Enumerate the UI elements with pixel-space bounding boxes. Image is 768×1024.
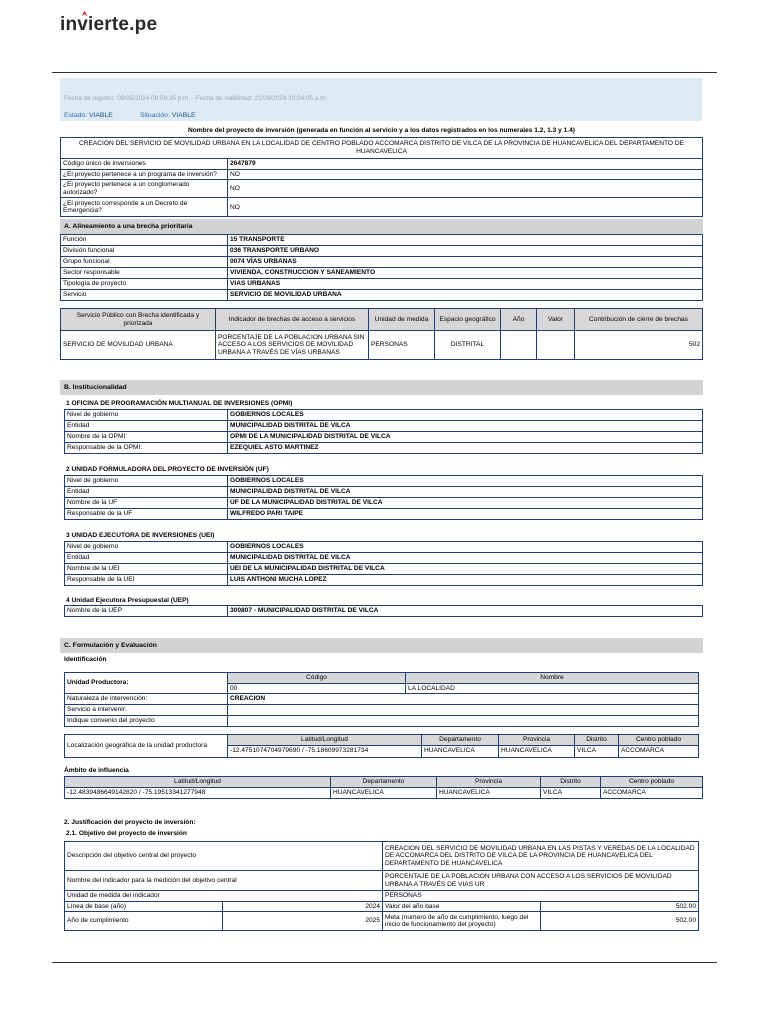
ambito-centro: ACCOMARCA xyxy=(601,787,703,798)
uei-nivel-label: Nivel de gobierno xyxy=(65,542,228,553)
uf-nombre-label: Nombre de la UF xyxy=(65,498,228,509)
sector-label: Sector responsable xyxy=(61,268,228,279)
naturaleza-label: Naturaleza de intervención: xyxy=(65,694,228,705)
ambito-departamento: HUANCAVELICA xyxy=(331,787,437,798)
objetivo-desc-value: CREACION DEL SERVICIO DE MOVILIDAD URBANA EN LAS PISTAS Y VEREDAS DE LA LOCALIDAD DE ACCOMARCA DEL DISTRITO DE VILCA DE LA PROVINCIA DE HUANCAVELICA DEL DEPARTAMENTO DE HUANCAVELICA xyxy=(383,842,699,871)
meta-panel xyxy=(60,78,702,121)
header-divider xyxy=(52,72,717,73)
brecha-header-servicio: Servicio Público con Brecha identificada y priorizada xyxy=(61,309,216,331)
division-value: 036 TRANSPORTE URBANO xyxy=(228,246,703,257)
uei-entidad-value: MUNICIPALIDAD DISTRITAL DE VILCA xyxy=(228,553,703,564)
ambito-provincia: HUANCAVELICA xyxy=(437,787,541,798)
cui-label: Código único de inversiones xyxy=(61,159,228,170)
uei-nombre-value: UEI DE LA MUNICIPALIDAD DISTRITAL DE VILCA xyxy=(228,564,703,575)
opmi-entidad-value: MUNICIPALIDAD DISTRITAL DE VILCA xyxy=(228,421,703,432)
meta-value: 502.00 xyxy=(541,912,699,931)
meta-label: Meta (numero de año de cumplimiento, luego del inicio de funcionamiento del proyecto) xyxy=(383,912,541,931)
conglomerado-label: ¿El proyecto pertenece a un conglomerado autorizado? xyxy=(61,180,228,198)
brecha-anio xyxy=(501,331,537,360)
estado-label: Estado: xyxy=(64,112,88,119)
servicio-intervenir-label: Servicio a intervenir: xyxy=(65,705,228,716)
brecha-table xyxy=(60,308,703,360)
tipologia-value: VIAS URBANAS xyxy=(228,279,703,290)
emergencia-value: NO xyxy=(228,198,703,217)
up-nombre: LA LOCALIDAD xyxy=(406,683,699,694)
loc-latlon: -12.4751074704979690 / -75.18609973281734 xyxy=(228,745,422,757)
ambito-latlon: -12.4839486649142820 / -75.19513341277948 xyxy=(65,787,331,798)
objetivo-table xyxy=(64,841,699,931)
programa-value: NO xyxy=(228,169,703,180)
sector-value: VIVIENDA, CONSTRUCCION Y SANEAMIENTO xyxy=(228,268,703,279)
uf-responsable-label: Responsable de la UF xyxy=(65,509,228,520)
brecha-servicio: SERVICIO DE MOVILIDAD URBANA xyxy=(61,331,216,360)
ambito-header-departamento: Departamento xyxy=(331,777,437,788)
opmi-entidad-label: Entidad xyxy=(65,421,228,432)
linea-base-value: 2024 xyxy=(223,901,383,912)
section-a-table xyxy=(60,234,703,301)
brecha-header-contribucion: Contribución de cierre de brechas xyxy=(575,309,703,331)
project-heading: Nombre del proyecto de inversión (generada en función al servicio y a los datos registrados en los numerales 1.2, 1.3 y 1.4) xyxy=(188,127,575,134)
uf-nivel-label: Nivel de gobierno xyxy=(65,476,228,487)
uf-title: 2 UNIDAD FORMULADORA DEL PROYECTO DE INVERSIÓN (UF) xyxy=(66,466,269,473)
servicio-intervenir-value xyxy=(228,705,699,716)
programa-label: ¿El proyecto pertenece a un programa de inversión? xyxy=(61,169,228,180)
status-estado xyxy=(64,112,113,120)
opmi-nivel-label: Nivel de gobierno xyxy=(65,410,228,421)
registration-dates: Fecha de registro: 08/05/2024 08:59:35 p.m. - Fecha de viabilidad: 21/09/2024 10:04:05 a.m. xyxy=(64,95,328,102)
cui-value: 2647879 xyxy=(228,159,703,170)
loc-centro: ACCOMARCA xyxy=(619,745,699,757)
loc-header-latlon: Latitud/Longitud xyxy=(228,735,422,746)
servicio-label: Servicio xyxy=(61,290,228,301)
section-a-title: A. Alineamiento a una brecha prioritaria xyxy=(60,219,703,234)
uei-title: 3 UNIDAD EJECUTORA DE INVERSIONES (UEI) xyxy=(66,532,215,539)
uep-label: Nombre de la UEP xyxy=(65,606,228,617)
up-nombre-header: Nombre xyxy=(406,673,699,684)
opmi-nombre-value: OPMI DE LA MUNICIPALIDAD DISTRITAL DE VILCA xyxy=(228,432,703,443)
uf-nivel-value: GOBIERNOS LOCALES xyxy=(228,476,703,487)
uei-entidad-label: Entidad xyxy=(65,553,228,564)
brecha-indicador: PORCENTAJE DE LA POBLACION URBANA SIN ACCESO A LOS SERVICIOS DE MOVILIDAD URBANA A TRAVÉS DE VÍAS URBANAS xyxy=(216,331,369,360)
localizacion-table xyxy=(64,734,699,758)
opmi-responsable-label: Responsable de la OPMI: xyxy=(65,443,228,454)
ambito-header-centro: Centro poblado xyxy=(601,777,703,788)
opmi-table xyxy=(64,409,703,454)
uei-nombre-label: Nombre de la UEI xyxy=(65,564,228,575)
opmi-responsable-value: EZEQUIEL ASTO MARTINEZ xyxy=(228,443,703,454)
linea-base-label: Línea de base (año) xyxy=(65,901,223,912)
uei-responsable-label: Responsable de la UEI xyxy=(65,575,228,586)
loc-header-provincia: Provincia xyxy=(499,735,575,746)
grupo-value: 0074 VÍAS URBANAS xyxy=(228,257,703,268)
division-label: División funcional xyxy=(61,246,228,257)
situacion-value: VIABLE xyxy=(171,112,196,119)
status-situacion xyxy=(140,112,196,120)
uep-table xyxy=(64,605,703,617)
up-codigo: 00 xyxy=(228,683,406,694)
naturaleza-value: CREACION xyxy=(228,694,699,705)
convenio-label: Indique convenio del proyecto xyxy=(65,716,228,727)
ambito-header-provincia: Provincia xyxy=(437,777,541,788)
uf-nombre-value: UF DE LA MUNICIPALIDAD DISTRITAL DE VILCA xyxy=(228,498,703,509)
funcion-label: Función xyxy=(61,235,228,246)
up-codigo-header: Código xyxy=(228,673,406,684)
loc-departamento: HUANCAVELICA xyxy=(422,745,499,757)
objetivo-desc-label: Descripción del objetivo central del proyecto xyxy=(65,842,383,871)
uei-table xyxy=(64,541,703,586)
up-label: Unidad Productora: xyxy=(65,673,228,694)
indicador-value: PORCENTAJE DE LA POBLACION URBANA CON ACCESO A LOS SERVICIOS DE MOVILIDAD URBANA A TRAVÉS DE VIAS UR xyxy=(383,871,699,891)
loc-distrito: VILCA xyxy=(575,745,619,757)
uep-value: 300807 - MUNICIPALIDAD DISTRITAL DE VILCA xyxy=(228,606,703,617)
conglomerado-value: NO xyxy=(228,180,703,198)
loc-header-departamento: Departamento xyxy=(422,735,499,746)
unidad-indicador-value: PERSONAS xyxy=(383,891,699,902)
loc-header-centro: Centro poblado xyxy=(619,735,699,746)
tipologia-label: Tipología de proyecto xyxy=(61,279,228,290)
up-table xyxy=(64,672,699,727)
valor-base-value: 502.00 xyxy=(541,901,699,912)
brecha-header-unidad: Unidad de medida xyxy=(369,309,435,331)
project-name: CREACION DEL SERVICIO DE MOVILIDAD URBANA EN LA LOCALIDAD DE CENTRO POBLADO ACCOMARCA DISTRITO DE VILCA DE LA PROVINCIA DE HUANCAVELICA DEL DEPARTAMENTO DE HUANCAVELICA xyxy=(61,138,703,159)
uei-nivel-value: GOBIERNOS LOCALES xyxy=(228,542,703,553)
loc-header-distrito: Distrito xyxy=(575,735,619,746)
ambito-header-distrito: Distrito xyxy=(541,777,601,788)
brecha-valor xyxy=(537,331,575,360)
identificacion-title: Identificación xyxy=(64,656,107,663)
brecha-header-indicador: Indicador de brechas de acceso a servicios xyxy=(216,309,369,331)
footer-divider xyxy=(52,962,717,963)
servicio-value: SERVICIO DE MOVILIDAD URBANA xyxy=(228,290,703,301)
opmi-title: 1 OFICINA DE PROGRAMACIÓN MULTIANUAL DE INVERSIONES (OPMI) xyxy=(66,400,293,407)
invierte-logo xyxy=(60,14,157,36)
convenio-value xyxy=(228,716,699,727)
justificacion-title: 2. Justificación del proyecto de inversión: xyxy=(64,819,196,826)
localizacion-label: Localización geográfica de la unidad productora xyxy=(65,735,228,758)
uf-entidad-value: MUNICIPALIDAD DISTRITAL DE VILCA xyxy=(228,487,703,498)
ambito-title: Ámbito de influencia xyxy=(64,767,129,774)
brecha-espacio: DISTRITAL xyxy=(435,331,501,360)
ambito-header-latlon: Latitud/Longitud xyxy=(65,777,331,788)
anio-cumplimiento-label: Año de cumplimiento xyxy=(65,912,223,931)
objetivo-title: 2.1. Objetivo del proyecto de inversión xyxy=(66,830,187,837)
emergencia-label: ¿El proyecto corresponde a un Decreto de Emergencia? xyxy=(61,198,228,217)
logo-text: invierte.pe xyxy=(60,14,158,35)
brecha-header-valor: Valor xyxy=(537,309,575,331)
estado-value: VIABLE xyxy=(88,112,113,119)
brecha-header-anio: Año xyxy=(501,309,537,331)
funcion-value: 15 TRANSPORTE xyxy=(228,235,703,246)
section-b-title: B. Institucionalidad xyxy=(60,380,703,395)
grupo-label: Grupo funcional xyxy=(61,257,228,268)
opmi-nombre-label: Nombre de la OPMI: xyxy=(65,432,228,443)
ambito-table xyxy=(64,776,703,799)
opmi-nivel-value: GOBIERNOS LOCALES xyxy=(228,410,703,421)
anio-cumplimiento-value: 2025 xyxy=(223,912,383,931)
uei-responsable-value: LUIS ANTHONI MUCHA LOPEZ xyxy=(228,575,703,586)
brecha-contribucion: 502 xyxy=(575,331,703,360)
brecha-unidad: PERSONAS xyxy=(369,331,435,360)
uf-responsable-value: WILFREDO PARI TAIPE xyxy=(228,509,703,520)
project-table xyxy=(60,137,703,217)
unidad-indicador-label: Unidad de medida del indicador xyxy=(65,891,383,902)
situacion-label: Situación: xyxy=(140,112,170,119)
uf-entidad-label: Entidad xyxy=(65,487,228,498)
loc-provincia: HUANCAVELICA xyxy=(499,745,575,757)
logo-accent-icon xyxy=(81,10,88,17)
section-c-title: C. Formulación y Evaluación xyxy=(60,638,703,653)
brecha-header-espacio: Espacio geográfico xyxy=(435,309,501,331)
valor-base-label: Valor del año base xyxy=(383,901,541,912)
indicador-label: Nombre del indicador para la medición del objetivo central xyxy=(65,871,383,891)
ambito-distrito: VILCA xyxy=(541,787,601,798)
uf-table xyxy=(64,475,703,520)
uep-title: 4 Unidad Ejecutora Presupuestal (UEP) xyxy=(66,597,189,604)
